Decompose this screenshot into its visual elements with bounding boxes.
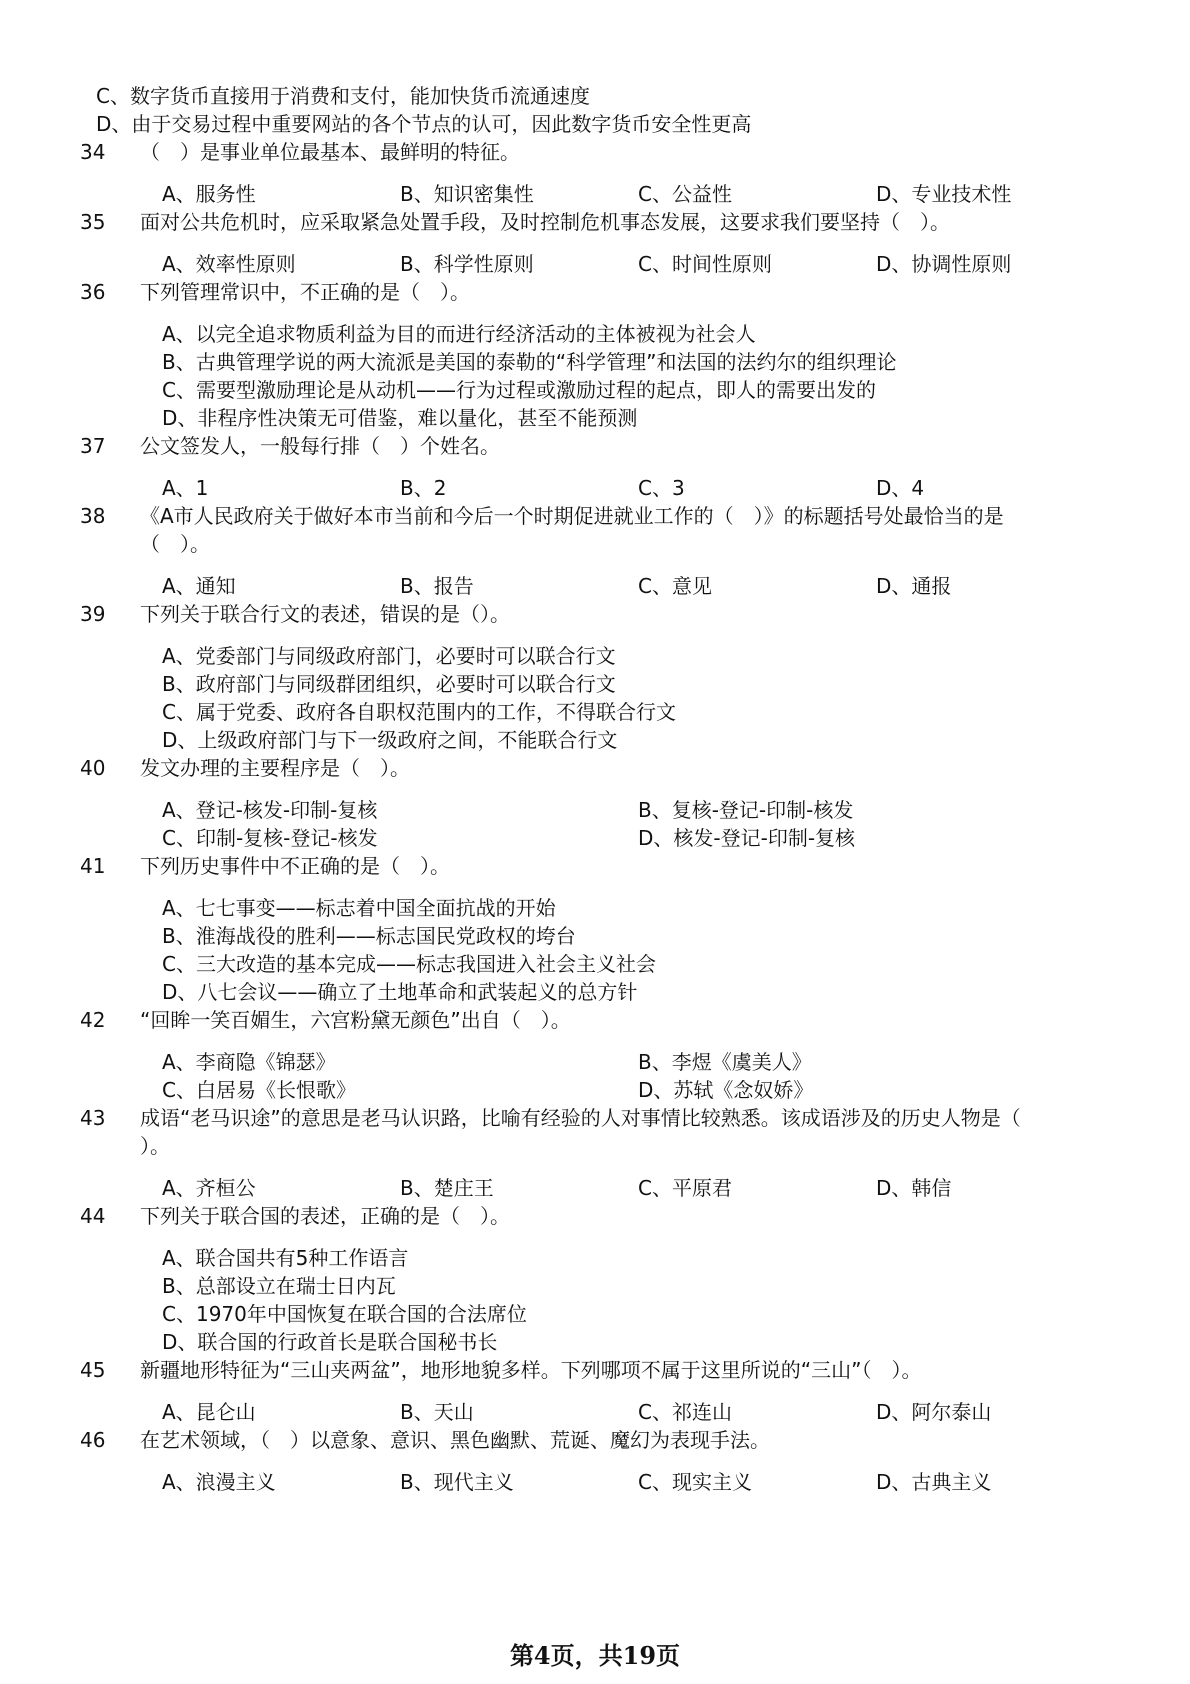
option-d: D、协调性原则	[876, 252, 1012, 276]
option-a: A、以完全追求物质利益为目的而进行经济活动的主体被视为社会人	[162, 322, 756, 346]
option-a: A、浪漫主义	[162, 1470, 276, 1494]
option-d: D、非程序性决策无可借鉴，难以量化，甚至不能预测	[162, 406, 638, 430]
option-a: A、服务性	[162, 182, 256, 206]
option-a: A、通知	[162, 574, 236, 598]
question-stem: 在艺术领域，（ ）以意象、意识、黑色幽默、荒诞、魔幻为表现手法。	[140, 1428, 770, 1452]
option-c: C、1970年中国恢复在联合国的合法席位	[162, 1302, 527, 1326]
option-c: C、祁连山	[638, 1400, 732, 1424]
question-number: 41	[80, 854, 106, 878]
question-number: 36	[80, 280, 106, 304]
option-c: C、属于党委、政府各自职权范围内的工作，不得联合行文	[162, 700, 676, 724]
question-stem: 下列关于联合国的表述，正确的是（ ）。	[140, 1204, 510, 1228]
question-stem-continued: （ ）。	[140, 532, 210, 556]
option-a: A、党委部门与同级政府部门，必要时可以联合行文	[162, 644, 616, 668]
question-stem: （ ）是事业单位最基本、最鲜明的特征。	[140, 140, 520, 164]
option-b: B、楚庄王	[400, 1176, 494, 1200]
option-a: A、1	[162, 476, 209, 500]
option-b: B、天山	[400, 1400, 474, 1424]
question-stem: “回眸一笑百媚生，六宫粉黛无颜色”出自（ ）。	[140, 1008, 571, 1032]
option-a: A、联合国共有5种工作语言	[162, 1246, 409, 1270]
option-b: B、报告	[400, 574, 474, 598]
option-d: D、韩信	[876, 1176, 952, 1200]
carry-option-c: C、数字货币直接用于消费和支付，能加快货币流通速度	[96, 84, 590, 108]
option-d: D、八七会议——确立了土地革命和武装起义的总方针	[162, 980, 638, 1004]
question-number: 42	[80, 1008, 106, 1032]
option-a: A、效率性原则	[162, 252, 296, 276]
question-number: 43	[80, 1106, 106, 1130]
option-d: D、古典主义	[876, 1470, 992, 1494]
option-b: B、淮海战役的胜利——标志国民党政权的垮台	[162, 924, 576, 948]
page-footer: 第4页，共19页	[509, 1641, 681, 1670]
question-stem: 新疆地形特征为“三山夹两盆”，地形地貌多样。下列哪项不属于这里所说的“三山”（ ）。	[140, 1358, 922, 1382]
option-c: C、3	[638, 476, 685, 500]
option-d: D、4	[876, 476, 925, 500]
question-stem: 下列历史事件中不正确的是（ ）。	[140, 854, 450, 878]
option-d: D、通报	[876, 574, 952, 598]
option-c: C、平原君	[638, 1176, 732, 1200]
question-number: 35	[80, 210, 106, 234]
option-c: C、需要型激励理论是从动机——行为过程或激励过程的起点，即人的需要出发的	[162, 378, 876, 402]
option-c: C、公益性	[638, 182, 732, 206]
option-d: D、上级政府部门与下一级政府之间，不能联合行文	[162, 728, 618, 752]
question-number: 34	[80, 140, 106, 164]
option-b: B、李煜《虞美人》	[638, 1050, 812, 1074]
carry-option-d: D、由于交易过程中重要网站的各个节点的认可，因此数字货币安全性更高	[96, 112, 752, 136]
option-b: B、科学性原则	[400, 252, 534, 276]
option-c: C、白居易《长恨歌》	[162, 1078, 356, 1102]
question-stem: 发文办理的主要程序是（ ）。	[140, 756, 410, 780]
option-b: B、知识密集性	[400, 182, 534, 206]
option-a: A、李商隐《锦瑟》	[162, 1050, 336, 1074]
option-c: C、印制-复核-登记-核发	[162, 826, 378, 850]
option-c: C、时间性原则	[638, 252, 772, 276]
option-b: B、复核-登记-印制-核发	[638, 798, 854, 822]
question-number: 40	[80, 756, 106, 780]
question-number: 44	[80, 1204, 106, 1228]
question-stem: 公文签发人，一般每行排（ ）个姓名。	[140, 434, 500, 458]
question-stem: 成语“老马识途”的意思是老马认识路，比喻有经验的人对事情比较熟悉。该成语涉及的历史人物是（	[140, 1106, 1021, 1130]
question-number: 38	[80, 504, 106, 528]
option-a: A、登记-核发-印制-复核	[162, 798, 378, 822]
question-stem: 下列管理常识中，不正确的是（ ）。	[140, 280, 470, 304]
option-d: D、阿尔泰山	[876, 1400, 992, 1424]
question-stem: 《A市人民政府关于做好本市当前和今后一个时期促进就业工作的（ ）》的标题括号处最恰当的是	[140, 504, 1004, 528]
option-b: B、政府部门与同级群团组织，必要时可以联合行文	[162, 672, 616, 696]
option-b: B、2	[400, 476, 447, 500]
option-b: B、古典管理学说的两大流派是美国的泰勒的“科学管理”和法国的法约尔的组织理论	[162, 350, 897, 374]
option-d: D、苏轼《念奴娇》	[638, 1078, 814, 1102]
option-c: C、三大改造的基本完成——标志我国进入社会主义社会	[162, 952, 656, 976]
option-d: D、核发-登记-印制-复核	[638, 826, 856, 850]
option-a: A、七七事变——标志着中国全面抗战的开始	[162, 896, 556, 920]
question-number: 45	[80, 1358, 106, 1382]
question-stem: 面对公共危机时，应采取紧急处置手段，及时控制危机事态发展，这要求我们要坚持（ ）。	[140, 210, 950, 234]
option-b: B、现代主义	[400, 1470, 514, 1494]
question-number: 39	[80, 602, 106, 626]
option-b: B、总部设立在瑞士日内瓦	[162, 1274, 396, 1298]
question-number: 46	[80, 1428, 106, 1452]
option-d: D、联合国的行政首长是联合国秘书长	[162, 1330, 498, 1354]
question-stem: 下列关于联合行文的表述，错误的是（）。	[140, 602, 510, 626]
option-a: A、齐桓公	[162, 1176, 256, 1200]
option-c: C、意见	[638, 574, 712, 598]
option-a: A、昆仑山	[162, 1400, 256, 1424]
option-d: D、专业技术性	[876, 182, 1012, 206]
question-stem-continued: ）。	[140, 1134, 170, 1158]
question-number: 37	[80, 434, 106, 458]
option-c: C、现实主义	[638, 1470, 752, 1494]
